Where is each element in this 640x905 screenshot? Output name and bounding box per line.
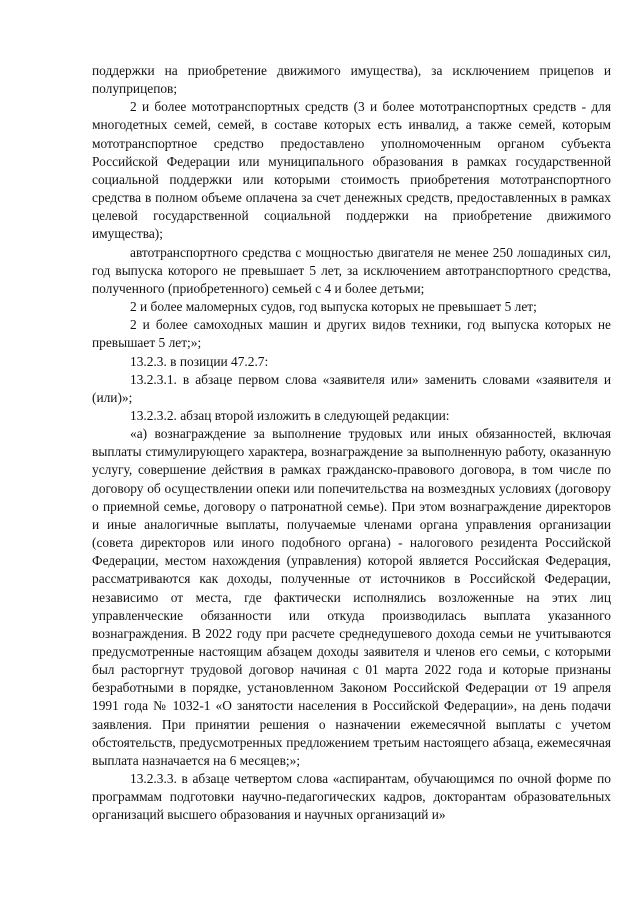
paragraph: 2 и более маломерных судов, год выпуска которых не превышает 5 лет; [130, 299, 537, 315]
paragraph: 13.2.3.2. абзац второй изложить в следующей редакции: [130, 407, 450, 423]
document-page [92, 62, 611, 825]
paragraph: 13.2.3.3. в абзаце четвертом слова «аспирантам, обучающимся по очной форме по программам подготовки научно-педагогических кадров, докторантам образовательных организаций высшего образования и научных организаций и» [92, 771, 611, 823]
paragraph: поддержки на приобретение движимого имущества), за исключением прицепов и полуприцепов; [92, 63, 611, 97]
paragraph: 13.2.3. в позиции 47.2.7: [130, 353, 269, 369]
paragraph: 2 и более самоходных машин и других видов техники, год выпуска которых не превышает 5 лет;»; [92, 317, 611, 351]
paragraph: 13.2.3.1. в абзаце первом слова «заявителя или» заменить словами «заявителя и (или)»; [92, 371, 611, 405]
paragraph: автотранспортного средства с мощностью двигателя не менее 250 лошадиных сил, год выпуска которого не превышает 5 лет, за исключением автотранспортного средства, полученного (приобретенного) семьей с 4 и более детьми; [92, 244, 611, 296]
paragraph: 2 и более мототранспортных средств (3 и более мототранспортных средств - для многодетных семей, семей, в составе которых есть инвалид, а также семей, которым мототранспортное средство предоставлено уполномоченным органом субъекта Российской Федерации или муниципального образования в рамках государственной социальной поддержки или которыми стоимость приобретения мототранспортного средства в полном объеме оплачена за счет денежных средств, предоставленных в рамках целевой государственной социальной поддержки на приобретение движимого имущества); [92, 99, 611, 242]
paragraph: «а) вознаграждение за выполнение трудовых или иных обязанностей, включая выплаты стимулирующего характера, вознаграждение за выполненную работу, оказанную услугу, совершение действия в рамках гражданско-правового договора, в том числе по договору об осуществлении опеки или попечительства на возмездных условиях (договору о приемной семье, договору о патронатной семье). При этом вознаграждение директоров и иные аналогичные выплаты, получаемые членами органа управления организации (совета директоров или иного подобного органа) - налогового резидента Российской Федерации, местом нахождения (управления) которой является Российская Федерация, рассматриваются как доходы, полученные от источников в Российской Федерации, независимо от места, где фактически исполнялись возложенные на этих лиц управленческие обязанности или откуда производилась выплата указанного вознаграждения. В 2022 году при расчете среднедушевого дохода семьи не учитываются предусмотренные настоящим абзацем доходы заявителя и членов его семьи, с которыми был расторгнут трудовой договор начиная с 01 марта 2022 года и которые признаны безработными в порядке, установленном Законом Российской Федерации от 19 апреля 1991 года № 1032-1 «О занятости населения в Российской Федерации», на день подачи заявления. При принятии решения о назначении ежемесячной выплаты с учетом обстоятельств, предусмотренных предложением третьим настоящего абзаца, ежемесячная выплата назначается на 6 месяцев;»; [92, 426, 611, 768]
